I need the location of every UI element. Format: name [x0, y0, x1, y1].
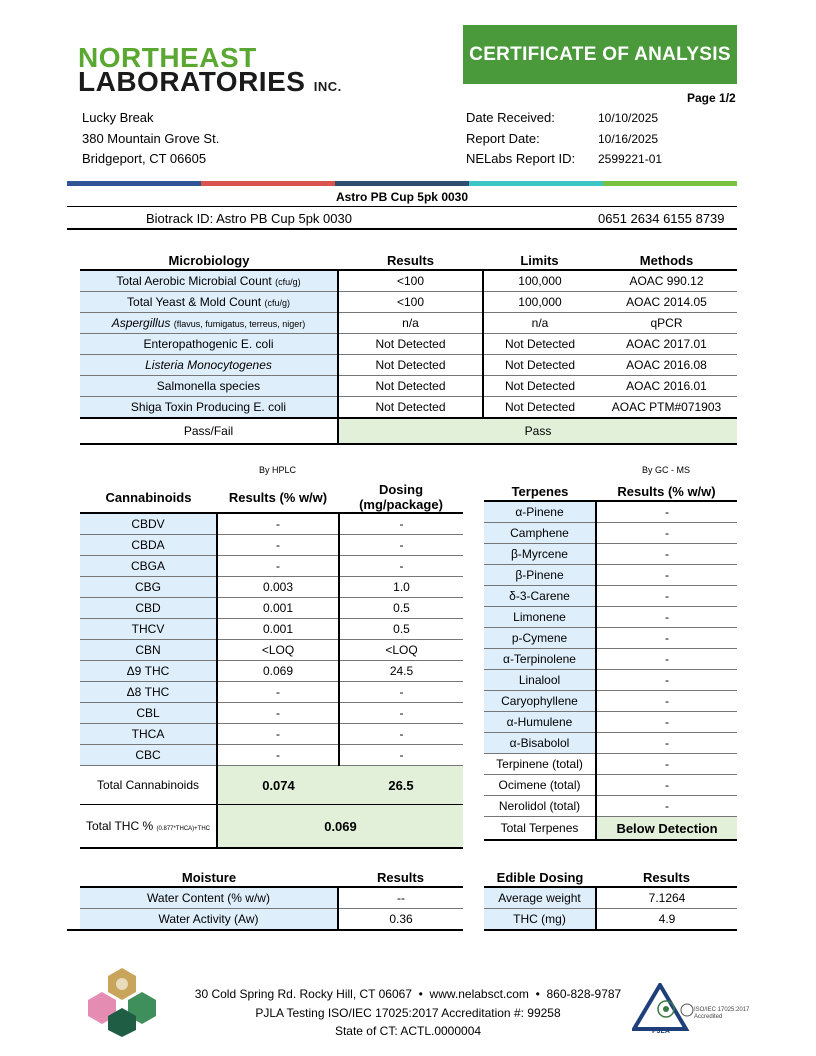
- terpene-name: p-Cymene: [484, 628, 596, 649]
- terpene-result: -: [596, 565, 737, 586]
- bullet: •: [532, 987, 544, 1001]
- total-terpenes-value: Below Detection: [596, 817, 737, 841]
- header-results: Results: [338, 868, 463, 887]
- terpene-result: -: [596, 586, 737, 607]
- table-row: [80, 397, 737, 419]
- cannabinoid-dose: -: [339, 724, 463, 745]
- stripe-segment: [67, 181, 201, 186]
- table-row: [484, 796, 737, 817]
- report-id-label: NELabs Report ID:: [466, 151, 576, 166]
- pjla-label: PJLA: [652, 1028, 670, 1035]
- row-unit: (flavus, fumigatus, terreus, niger): [173, 319, 306, 329]
- cannabinoid-name: Δ8 THC: [80, 682, 217, 703]
- table-row: [484, 649, 737, 670]
- terpene-name: Nerolidol (total): [484, 796, 596, 817]
- table-row: [484, 887, 737, 909]
- stripe-segment: [335, 181, 469, 186]
- cannabinoid-name: Δ9 THC: [80, 661, 217, 682]
- table-row: [80, 270, 737, 292]
- biotrack-label-text: Biotrack ID:: [146, 211, 214, 226]
- terpene-result: -: [596, 501, 737, 523]
- table-row: [80, 535, 463, 556]
- certification-badges: [84, 964, 160, 1038]
- terpene-result: -: [596, 712, 737, 733]
- table-row: [80, 745, 463, 766]
- row-limit: Not Detected: [483, 397, 596, 419]
- divider: [484, 929, 737, 931]
- table-row: [484, 523, 737, 544]
- cannabinoid-result: 0.003: [217, 577, 339, 598]
- header-limits: Limits: [483, 251, 596, 270]
- row-result: Not Detected: [338, 334, 483, 355]
- footer-address: 30 Cold Spring Rd. Rocky Hill, CT 06067: [194, 987, 412, 1001]
- row-result: Not Detected: [338, 355, 483, 376]
- table-row: [80, 513, 463, 535]
- total-thc-label: [80, 805, 217, 849]
- terpene-name: Linalool: [484, 670, 596, 691]
- terpene-result: -: [596, 649, 737, 670]
- terpene-name: Limonene: [484, 607, 596, 628]
- logo-laboratories-text: LABORATORIES: [78, 66, 306, 97]
- terpene-name: δ-3-Carene: [484, 586, 596, 607]
- total-cannabinoids-dose: 26.5: [339, 766, 463, 805]
- row-result: Not Detected: [338, 376, 483, 397]
- report-id: 2599221-01: [598, 152, 663, 166]
- table-row: [80, 724, 463, 745]
- logo-laboratories: [78, 66, 342, 98]
- header-terpenes: Terpenes: [484, 482, 596, 501]
- table-row: [484, 501, 737, 523]
- header-results: Results: [596, 868, 737, 887]
- terpene-result: -: [596, 544, 737, 565]
- row-method: qPCR: [596, 313, 737, 334]
- edible-result: 7.1264: [596, 887, 737, 909]
- row-unit: (cfu/g): [264, 298, 290, 308]
- row-unit: (cfu/g): [275, 277, 301, 287]
- client-name: Lucky Break: [82, 110, 154, 125]
- table-row: [484, 691, 737, 712]
- table-row: [80, 619, 463, 640]
- cannabinoid-name: CBD: [80, 598, 217, 619]
- table-row: [80, 703, 463, 724]
- table-row: [484, 565, 737, 586]
- header-results: Results (% w/w): [217, 482, 339, 513]
- header-methods: Methods: [596, 251, 737, 270]
- row-limit: Not Detected: [483, 334, 596, 355]
- footer-accreditation: PJLA Testing ISO/IEC 17025:2017 Accreditation #: 99258: [255, 1006, 561, 1020]
- certificate-title: CERTIFICATE OF ANALYSIS: [463, 25, 737, 84]
- terpene-result: -: [596, 775, 737, 796]
- header-results: Results: [338, 251, 483, 270]
- header-microbiology: Microbiology: [80, 251, 338, 270]
- terpene-result: -: [596, 523, 737, 544]
- product-name: Astro PB Cup 5pk 0030: [335, 190, 469, 204]
- certification-badges-icon: [84, 964, 160, 1038]
- cannabinoid-dose: -: [339, 745, 463, 766]
- table-row: [80, 313, 737, 334]
- table-row: [80, 598, 463, 619]
- color-stripe: [67, 181, 737, 186]
- row-method: AOAC 2017.01: [596, 334, 737, 355]
- table-row: [80, 376, 737, 397]
- cannabinoid-result: -: [217, 535, 339, 556]
- row-label: [80, 292, 338, 313]
- table-row: [484, 670, 737, 691]
- row-limit: Not Detected: [483, 376, 596, 397]
- terpene-name: α-Bisabolol: [484, 733, 596, 754]
- footer-phone: 860-828-9787: [546, 987, 622, 1001]
- total-thc-label-text: Total THC %: [86, 819, 154, 833]
- terpene-name: α-Terpinolene: [484, 649, 596, 670]
- pass-fail-value: Pass: [338, 418, 737, 444]
- cannabinoid-name: CBDV: [80, 513, 217, 535]
- edible-dosing-table: [484, 868, 737, 930]
- terpene-result: -: [596, 607, 737, 628]
- cannabinoid-dose: -: [339, 682, 463, 703]
- table-row: [484, 586, 737, 607]
- cannabinoid-dose: -: [339, 703, 463, 724]
- table-row: [484, 733, 737, 754]
- terpene-name: Ocimene (total): [484, 775, 596, 796]
- moisture-result: 0.36: [338, 909, 463, 930]
- cannabinoid-dose: 0.5: [339, 619, 463, 640]
- table-row: [80, 909, 463, 930]
- client-address1: 380 Mountain Grove St.: [82, 131, 220, 146]
- terpene-name: Caryophyllene: [484, 691, 596, 712]
- cannabinoid-name: THCA: [80, 724, 217, 745]
- stripe-segment: [201, 181, 335, 186]
- footer-website[interactable]: www.nelabsct.com: [429, 987, 529, 1001]
- table-row: [80, 682, 463, 703]
- table-row: [80, 355, 737, 376]
- cannabinoid-dose: 24.5: [339, 661, 463, 682]
- stripe-segment: [603, 181, 737, 186]
- row-method: AOAC PTM#071903: [596, 397, 737, 419]
- header-dosing: Dosing (mg/package): [339, 482, 463, 513]
- row-name: Salmonella species: [156, 379, 261, 393]
- cannabinoid-result: <LOQ: [217, 640, 339, 661]
- cannabinoid-name: CBL: [80, 703, 217, 724]
- biotrack-label: [146, 211, 352, 226]
- biotrack-name: Astro PB Cup 5pk 0030: [216, 211, 352, 226]
- edible-result: 4.9: [596, 909, 737, 930]
- table-row: [484, 628, 737, 649]
- iso-label: ISO/IEC 17025:2017 Accredited: [694, 1007, 750, 1020]
- table-row: [80, 887, 463, 909]
- cannabinoid-result: -: [217, 556, 339, 577]
- cannabinoid-result: -: [217, 703, 339, 724]
- terpenes-method: By GC - MS: [642, 465, 691, 475]
- cannabinoid-result: 0.069: [217, 661, 339, 682]
- edible-name: THC (mg): [484, 909, 596, 930]
- cannabinoid-dose: -: [339, 513, 463, 535]
- row-name: Enteropathogenic E. coli: [143, 337, 274, 351]
- cannabinoids-table: [80, 482, 463, 849]
- cannabinoids-method: By HPLC: [259, 465, 297, 475]
- row-method: AOAC 990.12: [596, 270, 737, 292]
- cannabinoid-name: CBC: [80, 745, 217, 766]
- row-limit: 100,000: [483, 270, 596, 292]
- cannabinoid-dose: -: [339, 556, 463, 577]
- footer-state: State of CT: ACTL.0000004: [334, 1024, 482, 1038]
- report-date: 10/16/2025: [598, 132, 659, 146]
- cannabinoid-dose: 1.0: [339, 577, 463, 598]
- row-label: [80, 376, 338, 397]
- total-terpenes-label: Total Terpenes: [484, 817, 596, 841]
- moisture-name: Water Activity (Aw): [80, 909, 338, 930]
- cannabinoid-result: 0.001: [217, 619, 339, 640]
- terpene-result: -: [596, 754, 737, 775]
- cannabinoid-name: CBGA: [80, 556, 217, 577]
- row-result: <100: [338, 292, 483, 313]
- total-cannabinoids-label: Total Cannabinoids: [80, 766, 217, 805]
- page-number: Page 1/2: [687, 91, 736, 105]
- date-received: 10/10/2025: [598, 111, 659, 125]
- row-result: <100: [338, 270, 483, 292]
- moisture-table: [80, 868, 463, 930]
- table-row: [484, 712, 737, 733]
- cannabinoid-name: THCV: [80, 619, 217, 640]
- row-label: [80, 355, 338, 376]
- row-name: Total Yeast & Mold Count: [127, 295, 262, 309]
- date-received-label: Date Received:: [466, 110, 555, 125]
- row-method: AOAC 2014.05: [596, 292, 737, 313]
- edible-name: Average weight: [484, 887, 596, 909]
- terpenes-table: [484, 482, 737, 841]
- terpene-result: -: [596, 733, 737, 754]
- table-row: [484, 775, 737, 796]
- terpene-result: -: [596, 670, 737, 691]
- terpene-result: -: [596, 796, 737, 817]
- terpene-name: Camphene: [484, 523, 596, 544]
- table-row: [484, 754, 737, 775]
- footer-contact: [180, 987, 636, 1001]
- cannabinoid-result: -: [217, 745, 339, 766]
- table-row: [80, 292, 737, 313]
- terpene-name: Terpinene (total): [484, 754, 596, 775]
- divider: [67, 206, 737, 207]
- cannabinoid-name: CBN: [80, 640, 217, 661]
- microbiology-table: [80, 251, 737, 445]
- pjla-logo: [632, 983, 750, 1038]
- row-method: AOAC 2016.08: [596, 355, 737, 376]
- row-name: Listeria Monocytogenes: [145, 358, 272, 372]
- table-row: [80, 640, 463, 661]
- table-row: [80, 661, 463, 682]
- total-thc-value: 0.069: [217, 805, 463, 849]
- terpene-name: β-Pinene: [484, 565, 596, 586]
- report-date-label: Report Date:: [466, 131, 540, 146]
- moisture-result: --: [338, 887, 463, 909]
- cannabinoid-name: CBG: [80, 577, 217, 598]
- cannabinoid-name: CBDA: [80, 535, 217, 556]
- biotrack-id: 0651 2634 6155 8739: [598, 211, 725, 226]
- cannabinoid-dose: <LOQ: [339, 640, 463, 661]
- table-row: [484, 607, 737, 628]
- terpene-name: α-Pinene: [484, 501, 596, 523]
- cannabinoid-dose: 0.5: [339, 598, 463, 619]
- table-row: [484, 909, 737, 930]
- terpene-result: -: [596, 628, 737, 649]
- row-label: [80, 270, 338, 292]
- table-row: [484, 544, 737, 565]
- stripe-segment: [469, 181, 603, 186]
- row-name: Shiga Toxin Producing E. coli: [130, 400, 287, 414]
- row-limit: n/a: [483, 313, 596, 334]
- total-thc-formula: (0.877*THCA)+THC: [156, 826, 210, 832]
- terpene-name: α-Humulene: [484, 712, 596, 733]
- row-label: [80, 397, 338, 419]
- pass-fail-label: Pass/Fail: [80, 418, 338, 444]
- cannabinoid-dose: -: [339, 535, 463, 556]
- cannabinoid-result: 0.001: [217, 598, 339, 619]
- row-method: AOAC 2016.01: [596, 376, 737, 397]
- table-row: [80, 334, 737, 355]
- cannabinoid-result: -: [217, 513, 339, 535]
- total-cannabinoids-result: 0.074: [217, 766, 339, 805]
- table-row: [80, 556, 463, 577]
- row-result: Not Detected: [338, 397, 483, 419]
- terpene-name: β-Myrcene: [484, 544, 596, 565]
- cannabinoid-result: -: [217, 682, 339, 703]
- header-cannabinoids: Cannabinoids: [80, 482, 217, 513]
- divider: [67, 929, 463, 931]
- divider: [67, 228, 737, 230]
- logo-inc: INC.: [313, 79, 342, 94]
- header-results: Results (% w/w): [596, 482, 737, 501]
- row-label: [80, 334, 338, 355]
- cannabinoid-result: -: [217, 724, 339, 745]
- bullet: •: [415, 987, 427, 1001]
- row-name: Total Aerobic Microbial Count: [116, 274, 272, 288]
- logo-northeast: NORTHEAST: [78, 42, 257, 73]
- row-label: [80, 313, 338, 334]
- row-name: Aspergillus: [111, 316, 171, 330]
- row-result: n/a: [338, 313, 483, 334]
- header-moisture: Moisture: [80, 868, 338, 887]
- header-edible-dosing: Edible Dosing: [484, 868, 596, 887]
- client-address2: Bridgeport, CT 06605: [82, 151, 207, 166]
- terpene-result: -: [596, 691, 737, 712]
- row-limit: Not Detected: [483, 355, 596, 376]
- table-row: [80, 577, 463, 598]
- moisture-name: Water Content (% w/w): [80, 887, 338, 909]
- row-limit: 100,000: [483, 292, 596, 313]
